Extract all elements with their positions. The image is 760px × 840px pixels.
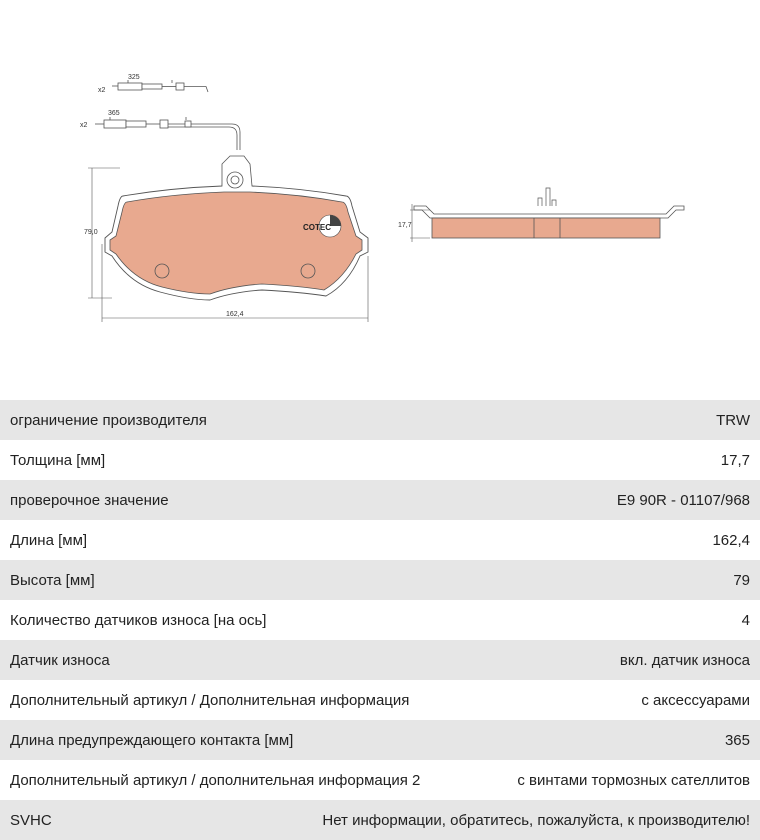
- thickness-dimension: 17,7: [398, 222, 412, 229]
- spec-value: 162,4: [712, 531, 750, 549]
- spec-label: Высота [мм]: [10, 571, 95, 589]
- spec-value: 17,7: [720, 451, 750, 469]
- spec-row-additional-info: [0, 680, 760, 720]
- length-dimension: 162,4: [226, 311, 244, 318]
- pad-side-view: [410, 188, 684, 242]
- brake-pad-drawing: [0, 0, 760, 400]
- spec-label: проверочное значение: [10, 491, 169, 509]
- svg-text:COTEC: COTEC: [303, 223, 331, 232]
- spec-row-height: [0, 560, 760, 600]
- sensor-length-325: 325: [128, 74, 140, 81]
- spec-row-thickness: [0, 440, 760, 480]
- height-dimension: 79,0: [84, 229, 98, 236]
- spec-value: Нет информации, обратитесь, пожалуйста, к производителю!: [322, 811, 750, 829]
- spec-row-contact-length: [0, 720, 760, 760]
- spec-value: с аксессуарами: [641, 691, 750, 709]
- specifications-table: [0, 400, 760, 840]
- spec-row-additional-info-2: [0, 760, 760, 800]
- wear-sensor-short: [112, 80, 208, 92]
- spec-row-svhc: [0, 800, 760, 840]
- spec-value: с винтами тормозных сателлитов: [517, 771, 750, 789]
- spec-value: 4: [741, 611, 750, 629]
- spec-label: Количество датчиков износа [на ось]: [10, 611, 267, 629]
- spec-label: Длина [мм]: [10, 531, 88, 549]
- spec-label: SVHC: [10, 811, 52, 829]
- spec-label: Толщина [мм]: [10, 451, 106, 469]
- side-friction-material: [432, 218, 660, 238]
- spec-row-length: [0, 520, 760, 560]
- sensor-length-365: 365: [108, 110, 120, 117]
- spec-value: 79: [733, 571, 750, 589]
- spec-label: Длина предупреждающего контакта [мм]: [10, 731, 294, 749]
- spec-value: 365: [724, 731, 750, 749]
- spec-label: ограничение производителя: [10, 411, 207, 429]
- spec-value: E9 90R - 01107/968: [616, 491, 750, 509]
- spec-label: Дополнительный артикул / дополнительная информация 2: [10, 771, 421, 789]
- sensor-qty-2: x2: [80, 122, 88, 129]
- spec-label: Дополнительный артикул / Дополнительная информация: [10, 691, 410, 709]
- spec-row-test-value: [0, 480, 760, 520]
- sensor-qty-1: x2: [98, 87, 106, 94]
- friction-material: [110, 192, 362, 294]
- spec-value: TRW: [716, 411, 750, 429]
- wear-sensor-long: [95, 117, 240, 150]
- spec-value: вкл. датчик износа: [619, 651, 750, 669]
- spec-row-manufacturer: [0, 400, 760, 440]
- technical-drawing: [0, 0, 760, 400]
- spec-row-sensor-count: [0, 600, 760, 640]
- pad-front-view: [105, 156, 368, 300]
- spec-row-wear-sensor: [0, 640, 760, 680]
- spec-label: Датчик износа: [10, 651, 110, 669]
